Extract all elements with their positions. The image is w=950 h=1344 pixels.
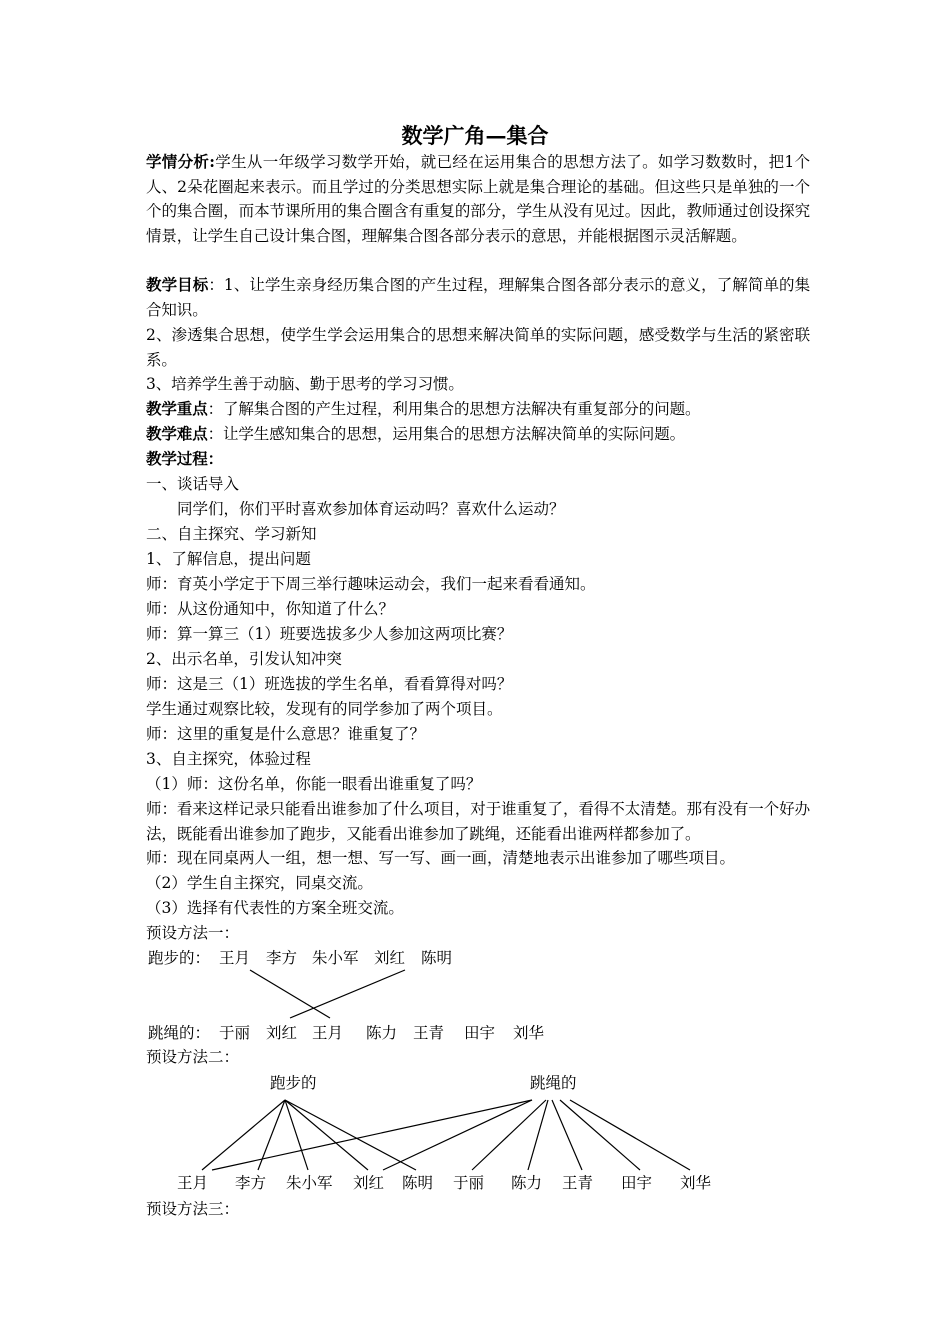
m2-jump-link [528, 1100, 548, 1170]
goal-2-paragraph: 2、渗透集合思想，使学生学会运用集合的思想来解决简单的实际问题，感受数学与生活的紧密联系。 [146, 326, 810, 369]
m2-jump-link [560, 1100, 640, 1170]
m1-run-name: 陈明 [421, 949, 453, 967]
m1-jump-name: 刘华 [513, 1024, 545, 1042]
method2-label: 预设方法二： [146, 1048, 240, 1066]
text-line: （1）师：这份名单，你能一眼看出谁重复了吗？ [146, 775, 482, 793]
m1-jump-label: 跳绳的： [148, 1024, 211, 1042]
m2-name: 刘华 [680, 1174, 712, 1192]
text-line: 学生通过观察比较，发现有的同学参加了两个项目。 [146, 700, 503, 718]
m1-jump-name: 刘红 [266, 1024, 298, 1042]
m1-jump-name: 田宇 [464, 1024, 496, 1042]
m1-link-wangyue [250, 970, 330, 1018]
m2-run-link [285, 1100, 416, 1170]
text-line: 师：从这份通知中，你知道了什么？ [146, 600, 395, 618]
text-line: 师：这是三（1）班选拔的学生名单，看看算得对吗？ [146, 675, 513, 693]
difficulty-label: 教学难点 [146, 424, 208, 443]
long-paragraph: 师：看来这样记录只能看出谁参加了什么项目，对于谁重复了，看得不太清楚。那有没有一个好办法，既能看出谁参加了跑步，又能看出谁参加了跳绳，还能看出谁两样都参加了。 [146, 800, 810, 843]
goal-1-text: ：1、让学生亲身经历集合图的产生过程，理解集合图各部分表示的意义，了解简单的集合知识。 [146, 276, 810, 319]
analysis-paragraph [146, 150, 810, 248]
text-line: 同学们，你们平时喜欢参加体育运动吗？喜欢什么运动？ [146, 500, 565, 518]
m2-run-link [258, 1100, 285, 1170]
text-line: （2）学生自主探究，同桌交流。 [146, 874, 373, 892]
text-line: 3、自主探究，体验过程 [146, 750, 311, 768]
difficulty-text: ：让学生感知集合的思想，运用集合的思想方法解决简单的实际问题。 [207, 425, 686, 443]
m1-run-name: 刘红 [374, 949, 406, 967]
m2-jump-link [212, 1100, 532, 1170]
m2-name: 刘红 [353, 1174, 385, 1192]
text-line: 师：育英小学定于下周三举行趣味运动会，我们一起来看看通知。 [146, 575, 596, 593]
m2-name: 于丽 [453, 1174, 485, 1192]
analysis-label: 学情分析: [146, 152, 215, 171]
m2-jump-link [472, 1100, 546, 1170]
m2-run-link [285, 1100, 308, 1170]
m1-link-liuhong [290, 970, 405, 1018]
process-heading: 教学过程： [146, 449, 224, 468]
m2-name: 田宇 [621, 1174, 653, 1192]
goal-3-paragraph: 3、培养学生善于动脑、勤于思考的学习习惯。 [146, 375, 464, 393]
method3-label: 预设方法三： [146, 1200, 240, 1218]
text-line: 师：算一算三（1）班要选拔多少人参加这两项比赛？ [146, 625, 513, 643]
m2-run-label: 跑步的 [270, 1074, 317, 1092]
m2-name: 王月 [177, 1174, 209, 1192]
text-line: （3）选择有代表性的方案全班交流。 [146, 899, 404, 917]
m2-jump-label: 跳绳的 [530, 1074, 577, 1092]
m2-name: 陈明 [402, 1174, 434, 1192]
m1-jump-name: 王月 [312, 1024, 344, 1042]
text-line: 2、出示名单，引发认知冲突 [146, 650, 342, 668]
m1-jump-name: 王青 [413, 1024, 445, 1042]
difficulty-paragraph [146, 422, 810, 447]
m2-jump-link [570, 1100, 690, 1170]
key-point-text: ：了解集合图的产生过程，利用集合的思想方法解决有重复部分的问题。 [207, 400, 701, 418]
goals-label: 教学目标 [146, 275, 209, 294]
m1-run-label: 跑步的： [148, 949, 211, 967]
key-point-label: 教学重点 [146, 399, 208, 418]
text-line: 二、自主探究、学习新知 [146, 525, 317, 543]
key-point-paragraph [146, 397, 810, 422]
m2-jump-link [383, 1100, 532, 1170]
m2-name: 朱小军 [286, 1174, 333, 1192]
m2-name: 王青 [562, 1174, 594, 1192]
text-line: 师：这里的重复是什么意思？谁重复了？ [146, 725, 426, 743]
m2-run-link [285, 1100, 368, 1170]
m1-jump-name: 于丽 [219, 1024, 251, 1042]
m1-run-name: 朱小军 [312, 949, 359, 967]
m2-name: 李方 [235, 1174, 267, 1192]
text-line: 师：现在同桌两人一组，想一想、写一写、画一画，清楚地表示出谁参加了哪些项目。 [146, 849, 736, 867]
text-line: 一、谈话导入 [146, 475, 240, 493]
m2-run-link [202, 1100, 285, 1170]
text-line: 预设方法一： [146, 924, 240, 942]
text-line: 1、了解信息，提出问题 [146, 550, 311, 568]
goal-1-paragraph [146, 273, 810, 322]
m1-run-name: 王月 [219, 949, 251, 967]
m1-run-name: 李方 [266, 949, 298, 967]
analysis-text: 学生从一年级学习数学开始，就已经在运用集合的思想方法了。如学习数数时，把1个人、2朵花圈起来表示。而且学过的分类思想实际上就是集合理论的基础。但这些只是单独的一个个的集合圈，而本节课所用的集合圈含有重复的部分，学生从没有见过。因此，教师通过创设探究情景，让学生自己设计集合图，理解集合图各部分表示的意思，并能根据图示灵活解题。 [146, 153, 810, 245]
m2-jump-link [552, 1100, 582, 1170]
page-title: 数学广角—集合 [401, 123, 549, 148]
m1-jump-name: 陈力 [366, 1024, 398, 1042]
m2-name: 陈力 [511, 1174, 543, 1192]
